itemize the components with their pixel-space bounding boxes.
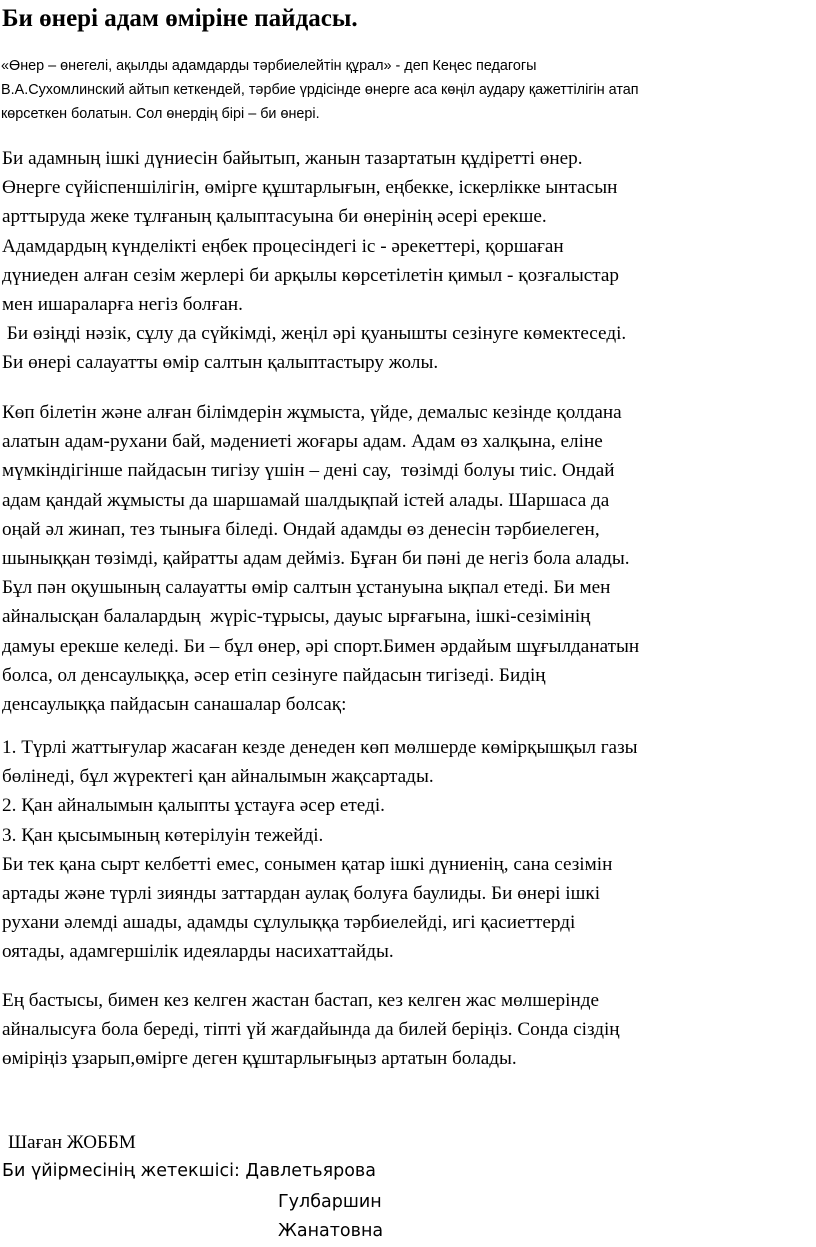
paragraph-line: Бұл пән оқушының салауатты өмір салтын ұстануына ықпал етеді. Би мен (2, 577, 611, 599)
paragraph-line: артады және түрлі зиянды заттардан аулақ болуға баулиды. Би өнері ішкі (2, 883, 601, 905)
paragraph-line: мүмкіндігінше пайдасын тигізу үшін – дені сау, төзімді болуы тиіс. Ондай (2, 460, 615, 482)
paragraph-line: Би өзіңді нәзік, сұлу да сүйкімді, жеңіл әрі қуанышты сезінуге көмектеседі. (2, 323, 627, 345)
paragraph-line: Өнерге сүйіспеншілігін, өмірге құштарлығын, еңбекке, іскерлікке ынтасын (2, 177, 618, 199)
paragraph-line: алатын адам-рухани бай, мәдениеті жоғары адам. Адам өз халқына, еліне (2, 431, 603, 453)
quote-line: көрсеткен болатын. Сол өнердің бірі – би өнері. (1, 106, 320, 122)
paragraph-line: айналысуға бола береді, тіпті үй жағдайында да билей беріңіз. Сонда сіздің (2, 1019, 620, 1041)
paragraph-1 (2, 144, 816, 378)
paragraph-2 (2, 398, 816, 719)
paragraph-line: шыныққан төзімді, қайратты адам дейміз. Бұған би пәні де негіз бола алады. (2, 548, 630, 570)
paragraph-line: арттыруда жеке тұлғаның қалыптасуына би өнерінің әсері ерекше. (2, 206, 547, 228)
paragraph-4 (2, 986, 816, 1074)
paragraph-line: рухани әлемді ашады, адамды сұлулыққа тәрбиелейді, игі қасиеттерді (2, 912, 576, 934)
paragraph-line: дүниеден алған сезім жерлері би арқылы көрсетілетін қимыл - қозғалыстар (2, 264, 619, 286)
list-item: бөлінеді, бұл жүректегі қан айналымын жақсартады. (2, 766, 434, 788)
list-item: 3. Қан қысымының көтерілуін тежейді. (2, 824, 324, 846)
list-item: 1. Түрлі жаттығулар жасаған кезде денеден көп мөлшерде көмірқышқыл газы (2, 737, 638, 758)
paragraph-line: Би өнері салауатты өмір салтын қалыптастыру жолы. (2, 352, 439, 374)
paragraph-line: оятады, адамгершілік идеяларды насихаттайды. (2, 941, 394, 963)
paragraph-line: оңай әл жинап, тез тынығa біледі. Ондай адамды өз денесін тәрбиелеген, (2, 518, 600, 540)
signature-school: Шаған ЖОББМ (8, 1132, 136, 1153)
list-item: 2. Қан айналымын қалыпты ұстауға әсер етеді. (2, 795, 385, 817)
paragraph-line: Көп білетін және алған білімдерін жұмыста, үйде, демалыс кезінде қолдана (2, 402, 622, 423)
paragraph-line: өміріңіз ұзарып,өмірге деген құштарлығыңыз артатын болады. (2, 1048, 517, 1070)
paragraph-line: Би тек қана сырт келбетті емес, сонымен қатар ішкі дүниенің, сана сезімін (2, 853, 613, 875)
paragraph-line: айналысқан балалардың жүріс-тұрысы, дауыс ырғағына, ішкі-сезімінің (2, 606, 591, 628)
paragraph-line: дамуы ерекше келеді. Би – бұл өнер, әрі спорт.Бимен әрдайым шұғылданатын (2, 635, 640, 657)
paragraph-line: Би адамның ішкі дүниесін байытып, жанын тазартатын құдіретті өнер. (2, 148, 583, 169)
paragraph-line: денсаулыққа пайдасын санашалар болсақ: (2, 694, 347, 716)
document-title: Би өнері адам өміріне пайдасы. (2, 5, 358, 32)
paragraph-line: адам қандай жұмысты да шаршамай шалдықпай істей алады. Шаршаса да (2, 489, 610, 511)
paragraph-3 (2, 733, 816, 967)
paragraph-line: Адамдардың күнделікті еңбек процесіндегі іс - әрекеттері, қоршаған (2, 235, 564, 257)
intro-quote (1, 54, 816, 126)
quote-line: В.А.Сухомлинский айтып кеткендей, тәрбие үрдісінде өнерге аса көңіл аудару қажеттілігін атап (1, 82, 639, 98)
signature-first-name: Гулбаршин (278, 1192, 382, 1212)
signature-role: Би үйірмесінің жетекшісі: Давлетьярова (2, 1161, 376, 1181)
quote-line: «Өнер – өнегелі, ақылды адамдарды тәрбиелейтін құрал» - деп Кеңес педагогы (1, 58, 537, 74)
paragraph-line: болса, ол денсаулыққа, әсер етіп сезінуге пайдасын тигізеді. Бидің (2, 664, 546, 686)
paragraph-line: Ең бастысы, бимен кез келген жастан бастап, кез келген жас мөлшерінде (2, 990, 600, 1011)
paragraph-line: мен ишараларға негіз болған. (2, 294, 243, 316)
signature-patronymic: Жанатовна (278, 1221, 384, 1241)
